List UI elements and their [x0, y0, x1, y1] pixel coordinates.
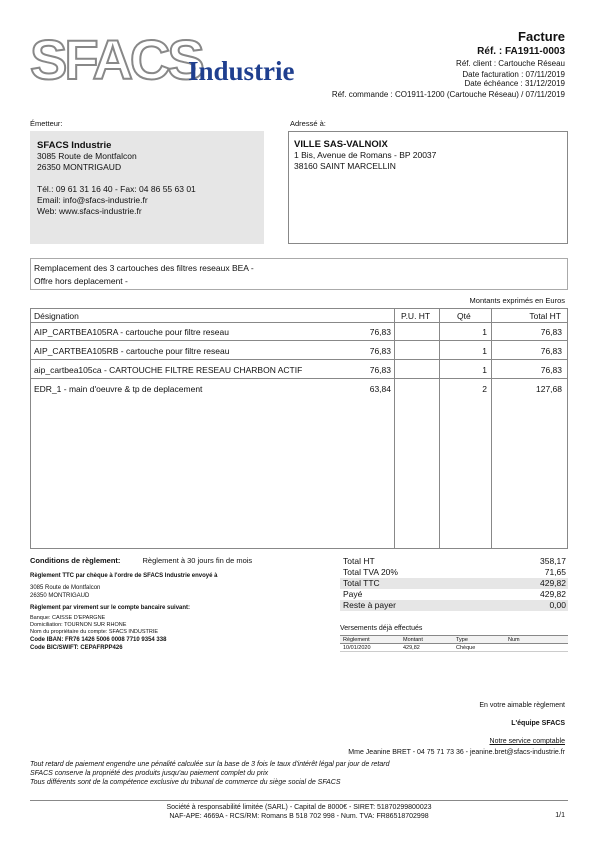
adresse-label: Adressé à: [290, 119, 326, 128]
conditions-value: Règlement à 30 jours fin de mois [142, 556, 253, 565]
iban: Code IBAN: FR76 1426 5006 0008 7710 9354 338 [30, 637, 167, 643]
row-total: 76,83 [540, 346, 562, 356]
invoice-ref: Réf. : FA1911-0003 [477, 46, 565, 57]
total-row [340, 567, 568, 578]
invoice-header [285, 29, 565, 99]
row-designation: AIP_CARTBEA105RB - cartouche pour filtre reseau [34, 346, 230, 356]
total-label: Total TTC [343, 578, 380, 588]
note-line3: Tous différents sont de la compétence exclusive du tribunal de commerce du siège social de SFACS [30, 779, 341, 786]
payments-table [340, 635, 568, 652]
total-row [340, 556, 568, 567]
signature-team: L'équipe SFACS [511, 720, 565, 727]
table-row [31, 323, 567, 341]
totals-block [340, 556, 568, 611]
note-line1: Tout retard de paiement engendre une pénalité calculée sur la base de 3 fois le taux d'intérêt légal par jour de retard [30, 761, 390, 768]
header-pu: P.U. HT [401, 311, 431, 321]
order-ref: Réf. commande : CO1911-1200 (Cartouche Réseau) / 07/11/2019 [331, 90, 565, 99]
recipient-addr1: 1 Bis, Avenue de Romans - BP 20037 [294, 150, 437, 160]
row-designation: aip_cartbea105ca - CARTOUCHE FILTRE RESEAU CHARBON ACTIF [34, 365, 303, 375]
header-qte: Qté [457, 311, 471, 321]
signature-line1: En votre aimable règlement [479, 702, 565, 709]
payments-header-type: Type [456, 637, 468, 643]
signature-service: Notre service comptable [489, 738, 565, 745]
row-pu: 76,83 [369, 327, 391, 337]
emetteur-addr2: 26350 MONTRIGAUD [37, 162, 122, 172]
bank-name: Banque: CAISSE D'EPARGNE [30, 615, 106, 621]
invoice-description [30, 258, 568, 290]
emetteur-name: SFACS Industrie [37, 140, 112, 151]
payment-date: 10/01/2020 [343, 645, 371, 651]
table-row [31, 380, 567, 398]
recipient-name: VILLE SAS-VALNOIX [294, 139, 388, 150]
page-footer [30, 800, 568, 821]
total-row [340, 600, 568, 611]
emetteur-email: Email: info@sfacs-industrie.fr [37, 195, 148, 205]
invoice-title: Facture [518, 29, 565, 44]
company-logo [30, 28, 320, 91]
total-value: 71,65 [544, 567, 566, 577]
cheque-addr2: 26350 MONTRIGAUD [30, 593, 90, 599]
emetteur-box [30, 131, 264, 244]
footer-line2: NAF-APE: 4669A - RCS/RM: Romans B 518 702 998 - Num. TVA: FR86518702998 [169, 813, 429, 820]
emetteur-web: Web: www.sfacs-industrie.fr [37, 206, 142, 216]
logo-sub-text: Industrie [188, 56, 295, 86]
total-value: 429,82 [540, 578, 566, 588]
signature-block [348, 700, 565, 758]
payment-type: Chèque [456, 645, 476, 651]
note-line2: SFACS conserve la propriété des produits jusqu'au paiement complet du prix [30, 770, 269, 777]
payment-amount: 429,82 [403, 645, 420, 651]
row-designation: AIP_CARTBEA105RA - cartouche pour filtre reseau [34, 327, 229, 337]
row-total: 76,83 [540, 327, 562, 337]
total-label: Total TVA 20% [343, 567, 398, 577]
virement-title: Règlement par virement sur le compte bancaire suivant: [30, 605, 191, 611]
legal-notes [30, 760, 389, 787]
row-pu: 76,83 [369, 346, 391, 356]
payments-header-montant: Montant [403, 637, 423, 643]
row-designation: EDR_1 - main d'oeuvre & tp de deplacement [34, 384, 203, 394]
total-row [340, 578, 568, 589]
total-row [340, 589, 568, 600]
payments-header [340, 636, 568, 644]
row-qte: 2 [482, 384, 487, 394]
recipient-box [288, 131, 568, 244]
description-line1: Remplacement des 3 cartouches des filtres reseaux BEA - [34, 263, 254, 273]
total-value: 0,00 [549, 600, 566, 610]
payments-header-reglement: Règlement [343, 637, 370, 643]
items-table [30, 308, 568, 549]
recipient-addr2: 38160 SAINT MARCELLIN [294, 161, 396, 171]
date-facturation: Date facturation : 07/11/2019 [462, 70, 565, 79]
row-qte: 1 [482, 365, 487, 375]
cheque-addr1: 3085 Route de Montfalcon [30, 585, 101, 591]
footer-line1: Société à responsabilité limitée (SARL) - Capital de 8000€ - SIRET: 51870299800023 [166, 804, 432, 811]
table-header [31, 309, 567, 323]
total-value: 429,82 [540, 589, 566, 599]
table-row [31, 361, 567, 379]
total-label: Reste à payer [343, 600, 396, 610]
signature-contact: Mme Jeanine BRET - 04 75 71 73 36 - jeanine.bret@sfacs-industrie.fr [348, 749, 565, 756]
client-ref: Réf. client : Cartouche Réseau [456, 59, 565, 68]
row-qte: 1 [482, 327, 487, 337]
bic: Code BIC/SWIFT: CEPAFRPP426 [30, 645, 123, 651]
total-label: Payé [343, 589, 363, 599]
emetteur-label: Émetteur: [30, 119, 63, 128]
account-owner: Nom du propriétaire du compte: SFACS INDUSTRIE [30, 629, 159, 635]
total-value: 358,17 [540, 556, 566, 566]
emetteur-addr1: 3085 Route de Montfalcon [37, 151, 137, 161]
header-total: Total HT [529, 311, 561, 321]
row-total: 76,83 [540, 365, 562, 375]
payment-conditions [30, 556, 330, 652]
cheque-title: Règlement TTC par chèque à l'ordre de SFACS Industrie envoyé à [30, 573, 218, 579]
bank-domiciliation: Domiciliation: TOURNON SUR RHONE [30, 622, 127, 628]
payments-title: Versements déjà effectués [340, 625, 423, 632]
payments-header-num: Num [508, 637, 520, 643]
row-pu: 76,83 [369, 365, 391, 375]
logo-main-text: SFACS [30, 28, 202, 91]
table-row [31, 342, 567, 360]
payments-made [340, 625, 568, 652]
page-number: 1/1 [555, 812, 565, 819]
header-designation: Désignation [34, 311, 79, 321]
emetteur-tel: Tél.: 09 61 31 16 40 - Fax: 04 86 55 63 01 [37, 184, 196, 194]
conditions-label: Conditions de règlement: [30, 556, 121, 565]
row-pu: 63,84 [369, 384, 391, 394]
description-line2: Offre hors deplacement - [34, 275, 128, 286]
row-total: 127,68 [536, 384, 562, 394]
row-qte: 1 [482, 346, 487, 356]
payment-row [340, 644, 568, 652]
currency-note: Montants exprimés en Euros [469, 296, 565, 305]
total-label: Total HT [343, 556, 375, 566]
date-echeance: Date échéance : 31/12/2019 [464, 79, 565, 88]
